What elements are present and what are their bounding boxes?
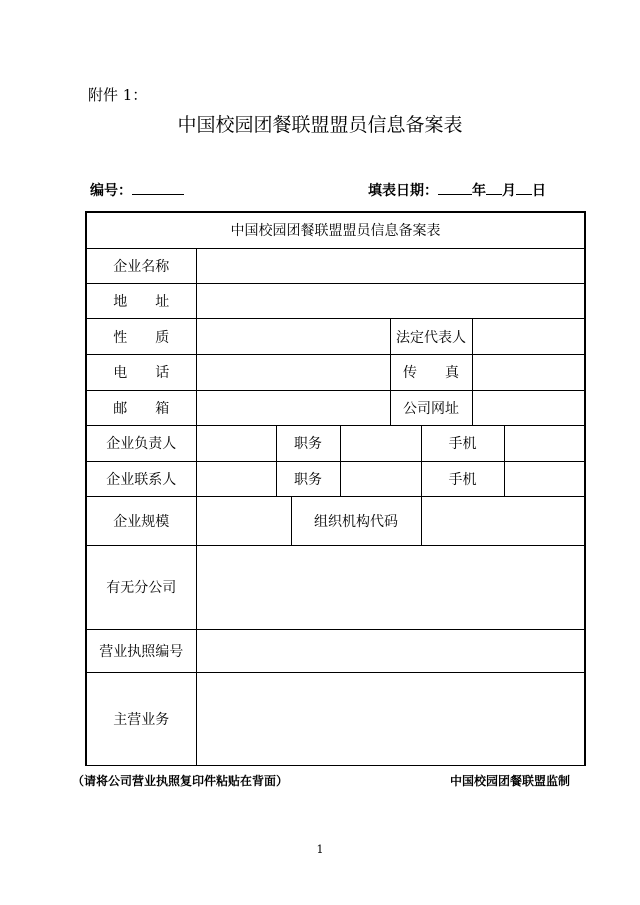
website-input[interactable] (472, 390, 585, 425)
scale-label: 企业规模 (86, 497, 196, 545)
person-in-charge-input[interactable] (196, 425, 276, 461)
person-in-charge-label: 企业负责人 (86, 425, 196, 461)
fax-label: 传 真 (390, 355, 472, 390)
footer-note: （请将公司营业执照复印件粘贴在背面） (72, 774, 289, 788)
serial-number-label: 编号： (90, 183, 132, 199)
org-code-input[interactable] (421, 497, 585, 545)
contact-mobile-label: 手机 (421, 462, 504, 497)
month-blank[interactable] (486, 180, 502, 195)
nature-label: 性 质 (86, 319, 196, 355)
contact-person-input[interactable] (196, 462, 276, 497)
year-blank[interactable] (438, 180, 472, 195)
company-name-input[interactable] (196, 248, 585, 283)
page-number: 1 (316, 843, 324, 856)
page-title: 中国校园团餐联盟盟员信息备案表 (177, 114, 463, 136)
phone-label: 电 话 (86, 355, 196, 390)
contact-position-input[interactable] (340, 462, 421, 497)
serial-number-blank[interactable] (132, 180, 184, 195)
fax-input[interactable] (472, 355, 585, 390)
mobile-label: 手机 (421, 425, 504, 461)
mobile-input[interactable] (504, 425, 585, 461)
table-heading: 中国校园团餐联盟盟员信息备案表 (86, 212, 585, 248)
company-name-label: 企业名称 (86, 248, 196, 283)
main-business-input[interactable] (196, 673, 585, 766)
legal-rep-label: 法定代表人 (390, 319, 472, 355)
main-business-label: 主营业务 (86, 673, 196, 766)
nature-input[interactable] (196, 319, 390, 355)
email-label: 邮 箱 (86, 390, 196, 425)
year-label: 年 (472, 183, 486, 199)
address-input[interactable] (196, 283, 585, 318)
attachment-label: 附件 1： (88, 86, 148, 104)
scale-input[interactable] (196, 497, 291, 545)
org-code-label: 组织机构代码 (291, 497, 421, 545)
legal-rep-input[interactable] (472, 319, 585, 355)
contact-position-label: 职务 (276, 462, 340, 497)
license-number-label: 营业执照编号 (86, 630, 196, 673)
contact-person-label: 企业联系人 (86, 462, 196, 497)
fill-date-label: 填表日期： (368, 183, 438, 199)
position-input[interactable] (340, 425, 421, 461)
footer-organization: 中国校园团餐联盟监制 (450, 774, 571, 788)
serial-number-field (90, 180, 184, 200)
position-label: 职务 (276, 425, 340, 461)
branch-input[interactable] (196, 545, 585, 630)
phone-input[interactable] (196, 355, 390, 390)
email-input[interactable] (196, 390, 390, 425)
license-number-input[interactable] (196, 630, 585, 673)
contact-mobile-input[interactable] (504, 462, 585, 497)
day-label: 日 (532, 183, 546, 199)
website-label: 公司网址 (390, 390, 472, 425)
address-label: 地 址 (86, 283, 196, 318)
month-label: 月 (502, 183, 516, 199)
day-blank[interactable] (516, 180, 532, 195)
registration-form-table (85, 211, 586, 766)
fill-date-field (368, 180, 546, 200)
branch-label: 有无分公司 (86, 545, 196, 630)
